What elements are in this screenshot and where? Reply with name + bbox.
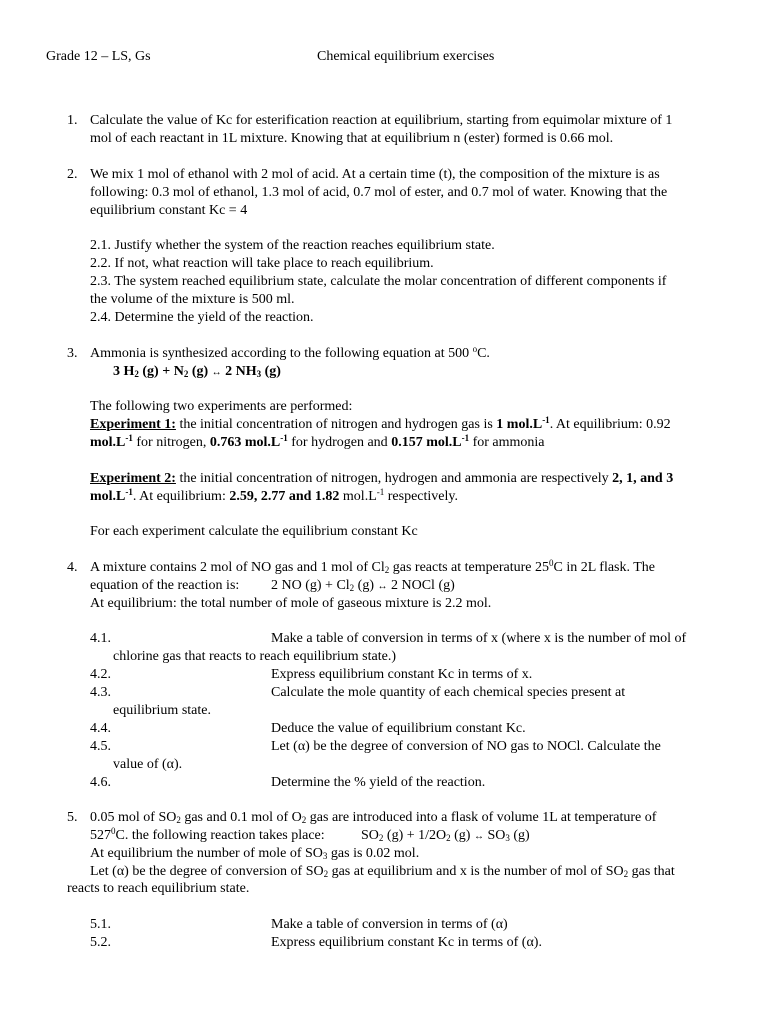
question-number: 5. — [67, 810, 78, 825]
experiment-2-text: Experiment 2: the initial concentration of nitrogen, hydrogen and ammonia are respectively 2, 1, and 3 — [90, 471, 674, 486]
question-text: Ammonia is synthesized according to the following equation at 500 $^o$C. — [90, 344, 490, 361]
header-title: Chemical equilibrium exercises — [317, 49, 495, 64]
question-text: We mix 1 mol of ethanol with 2 mol of acid. At a certain time (t), the composition of the mixture is as — [90, 167, 660, 182]
sub-question: Deduce the value of equilibrium constant Kc. — [271, 721, 526, 736]
sub-question: the volume of the mixture is 500 ml. — [90, 292, 295, 307]
question-text: At equilibrium the number of mole of $SO_3$ gas is 0.02 mol. — [90, 846, 420, 861]
question-text: equilibrium constant Kc = 4 — [90, 203, 248, 218]
experiment-1-text: Experiment 1: the initial concentration of nitrogen and hydrogen gas is 1 $mol.L^{-1}$. At equilibrium: 0.92 — [90, 415, 671, 432]
experiment-2-text: $mol.L^{-1}$. At equilibrium: 2.59, 2.77 and 1.82 $mol.L^{-1}$ respectively. — [90, 487, 458, 504]
sub-question: value of (α). — [113, 757, 183, 772]
question-text: 0.05 mol of $SO_2$ gas and 0.1 mol of $O_2$ gas are introduced into a flask of volume 1L at temperature of — [90, 810, 657, 825]
sub-question: Express equilibrium constant Kc in terms of x. — [271, 667, 533, 682]
sub-question: Express equilibrium constant Kc in terms of (α). — [271, 935, 542, 950]
question-text: For each experiment calculate the equilibrium constant Kc — [90, 524, 418, 539]
equilibrium-arrow-icon: ↔ — [473, 831, 484, 842]
equilibrium-arrow-icon: ↔ — [377, 581, 388, 592]
sub-question-number: 4.1. — [90, 631, 111, 646]
question-number: 2. — [67, 167, 78, 182]
sub-question-number: 4.5. — [90, 739, 111, 754]
question-text: $527^0C$. the following reaction takes place: — [90, 826, 325, 843]
sub-question: Make a table of conversion in terms of (α) — [271, 917, 508, 932]
question-number: 3. — [67, 346, 78, 361]
question-text: A mixture contains 2 mol of NO gas and 1 mol of $Cl_2$ gas reacts at temperature $25^0C$ in 2L flask. The — [90, 558, 656, 575]
sub-question-number: 5.2. — [90, 935, 111, 950]
question-number: 4. — [67, 560, 78, 575]
question-text: following: 0.3 mol of ethanol, 1.3 mol of acid, 0.7 mol of ester, and 0.7 mol of water. Knowing that the — [90, 185, 668, 200]
question-text: mol of each reactant in 1L mixture. Knowing that at equilibrium n (ester) formed is 0.66 mol. — [90, 131, 614, 146]
sub-question: equilibrium state. — [113, 703, 211, 718]
header-grade: Grade 12 – LS, Gs — [46, 49, 151, 64]
sub-question: 2.4. Determine the yield of the reaction. — [90, 310, 314, 325]
reaction-equation: 3 $H_2$ $(g) + N_2$ (g) ↔ 2 $NH_3$ (g) — [113, 364, 281, 379]
question-text: reacts to reach equilibrium state. — [67, 881, 250, 896]
equilibrium-arrow-icon: ↔ — [211, 367, 222, 378]
sub-question: 2.1. Justify whether the system of the reaction reaches equilibrium state. — [90, 238, 495, 253]
sub-question-number: 4.2. — [90, 667, 111, 682]
sub-question: chlorine gas that reacts to reach equilibrium state.) — [113, 649, 397, 664]
question-text: The following two experiments are performed: — [90, 399, 353, 414]
reaction-equation: $SO_2$ $(g) + 1/2O_2$ (g) ↔ $SO_3$ (g) — [361, 828, 530, 843]
sub-question: Determine the % yield of the reaction. — [271, 775, 486, 790]
sub-question: 2.2. If not, what reaction will take place to reach equilibrium. — [90, 256, 434, 271]
sub-question: Calculate the mole quantity of each chemical species present at — [271, 685, 626, 700]
sub-question-number: 4.4. — [90, 721, 111, 736]
reaction-equation: 2 NO $(g) + Cl_2$ (g) ↔ 2 NOCl (g) — [271, 578, 455, 593]
sub-question-number: 4.6. — [90, 775, 111, 790]
sub-question: 2.3. The system reached equilibrium state, calculate the molar concentration of different components if — [90, 274, 667, 289]
question-text: Let (α) be the degree of conversion of $SO_2$ gas at equilibrium and x is the number of mol of $SO_2$ gas that — [90, 864, 675, 879]
question-text: Calculate the value of Kc for esterification reaction at equilibrium, starting from equimolar mixture of 1 — [90, 113, 673, 128]
experiment-1-text: $mol.L^{-1}$ for nitrogen, 0.763 $mol.L^{-1}$ for hydrogen and 0.157 $mol.L^{-1}$ for ammonia — [90, 433, 545, 450]
sub-question: Make a table of conversion in terms of x (where x is the number of mol of — [271, 631, 687, 646]
sub-question-number: 5.1. — [90, 917, 111, 932]
question-number: 1. — [67, 113, 78, 128]
sub-question: Let (α) be the degree of conversion of NO gas to NOCl. Calculate the — [271, 739, 661, 754]
sub-question-number: 4.3. — [90, 685, 111, 700]
question-text: At equilibrium: the total number of mole of gaseous mixture is 2.2 mol. — [90, 596, 492, 611]
question-text: equation of the reaction is: — [90, 578, 240, 593]
